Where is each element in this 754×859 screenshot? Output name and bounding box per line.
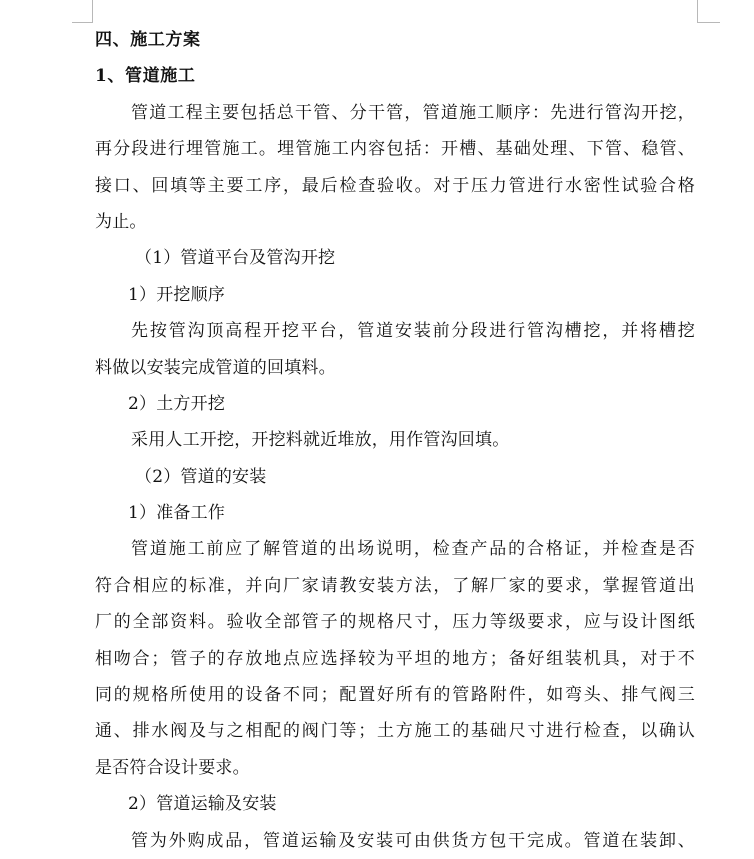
paragraph-line: 再分段进行埋管施工。埋管施工内容包括：开槽、基础处理、下管、稳管、 [95, 139, 695, 160]
subitem-heading: 2）管道运输及安装 [128, 794, 277, 815]
subitem-heading: 1）准备工作 [128, 503, 226, 524]
paragraph-line: 是否符合设计要求。 [95, 757, 250, 778]
paragraph-line: 符合相应的标准，并向厂家请教安装方法，了解厂家的要求，掌握管道出 [95, 575, 695, 596]
section-heading: 四、施工方案 [95, 30, 201, 50]
paragraph-line: 通、排水阀及与之相配的阀门等；土方施工的基础尺寸进行检查，以确认 [95, 721, 695, 742]
paragraph-line: 管为外购成品，管道运输及安装可由供货方包干完成。管道在装卸、 [131, 830, 695, 851]
document-body[interactable] [95, 22, 695, 859]
crop-mark-top-right [697, 0, 720, 23]
paragraph-line: 采用人工开挖，开挖料就近堆放，用作管沟回填。 [131, 430, 510, 451]
subitem-heading: 2）土方开挖 [128, 393, 226, 414]
paragraph-line: 接口、回填等主要工序，最后检查验收。对于压力管进行水密性试验合格 [95, 175, 695, 196]
paragraph-line: 同的规格所使用的设备不同；配置好所有的管路附件，如弯头、排气阀三 [95, 685, 695, 706]
paragraph-line: 料做以安装完成管道的回填料。 [95, 357, 336, 378]
paragraph-line: 厂的全部资料。验收全部管子的规格尺寸，压力等级要求，应与设计图纸 [95, 612, 695, 633]
paragraph-line: 管道施工前应了解管道的出场说明，检查产品的合格证，并检查是否 [131, 539, 695, 560]
subsection-heading: 1、管道施工 [95, 66, 196, 87]
item-heading: （2）管道的安装 [135, 466, 267, 487]
subitem-heading: 1）开挖顺序 [128, 284, 226, 305]
paragraph-line: 管道工程主要包括总干管、分干管，管道施工顺序：先进行管沟开挖， [131, 102, 695, 123]
item-heading: （1）管道平台及管沟开挖 [135, 248, 336, 269]
crop-mark-top-left [72, 0, 93, 23]
paragraph-line: 为止。 [95, 211, 147, 232]
paragraph-line: 相吻合；管子的存放地点应选择较为平坦的地方；备好组装机具，对于不 [95, 648, 695, 669]
paragraph-line: 先按管沟顶高程开挖平台，管道安装前分段进行管沟槽挖，并将槽挖 [131, 321, 695, 342]
